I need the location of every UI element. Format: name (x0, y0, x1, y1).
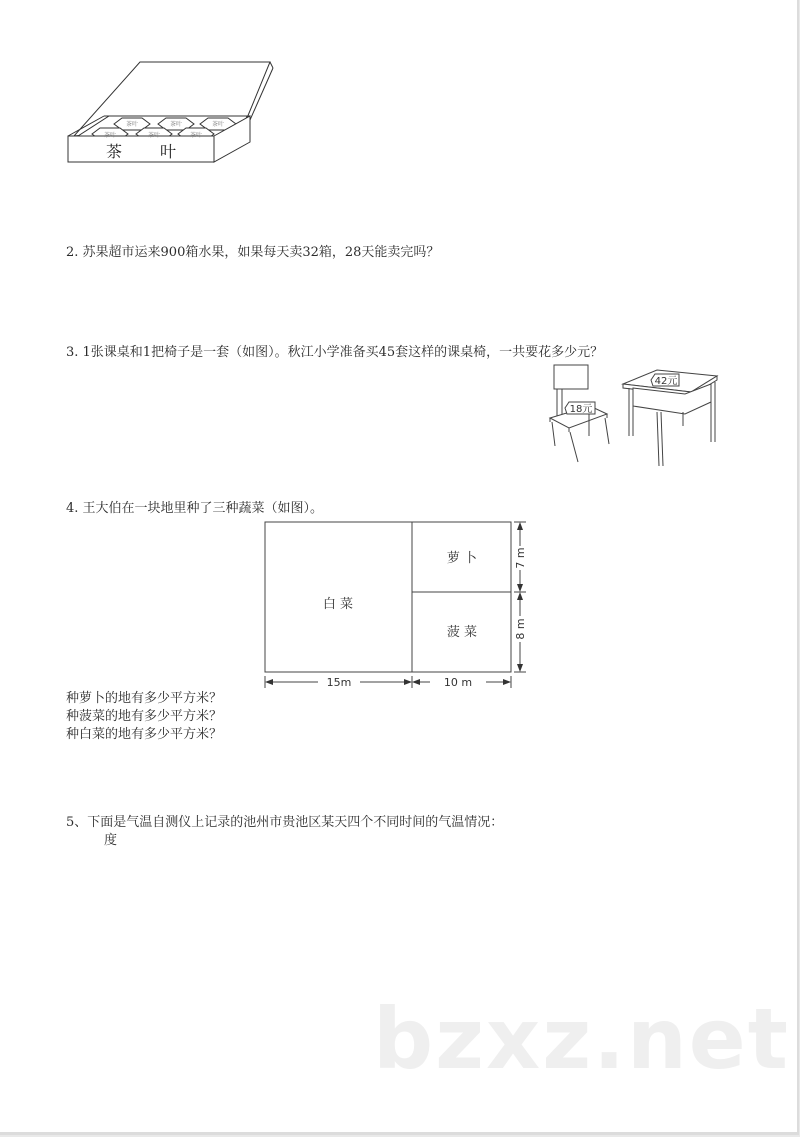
tea-box-illustration (64, 58, 279, 170)
question-4: 4. 王大伯在一块地里种了三种蔬菜（如图）。 (66, 501, 324, 516)
question-2: 2. 苏果超市运来900箱水果，如果每天卖32箱，28天能卖完吗？ (66, 245, 440, 260)
sub-question-spinach: 种菠菜的地有多少平方米？ (66, 709, 223, 724)
dimension-7m: 7 m (514, 547, 527, 569)
svg-text:茶叶: 茶叶 (147, 132, 161, 139)
svg-text:茶叶: 茶叶 (189, 132, 203, 139)
question-3: 3. 1张课桌和1把椅子是一套（如图）。秋江小学准备买45套这样的课桌椅，一共要花多少元？ (66, 345, 604, 360)
vegetable-field-diagram (260, 518, 535, 690)
desk-price-tag: 42元 (654, 376, 678, 387)
region-spinach: 菠 菜 (446, 625, 478, 640)
tea-box-label-left: 茶 (105, 142, 123, 161)
dimension-10m: 10 m (443, 676, 473, 689)
sub-question-cabbage: 种白菜的地有多少平方米？ (66, 727, 223, 742)
region-cabbage: 白 菜 (322, 597, 354, 612)
svg-text:茶叶: 茶叶 (103, 132, 117, 139)
tea-box-label-right: 叶 (159, 142, 177, 161)
sub-question-radish: 种萝卜的地有多少平方米？ (66, 691, 223, 706)
region-radish: 萝 卜 (446, 551, 478, 566)
svg-text:茶叶: 茶叶 (211, 121, 225, 128)
question-5: 5、下面是气温自测仪上记录的池州市贵池区某天四个不同时间的气温情况： (66, 815, 504, 830)
chair-price-tag: 18元 (569, 404, 593, 415)
dimension-8m: 8 m (514, 618, 527, 640)
svg-text:茶叶: 茶叶 (125, 121, 139, 128)
chair-desk-illustration (545, 362, 735, 470)
temperature-unit-label: 度 (104, 833, 118, 848)
dimension-15m: 15m (326, 676, 352, 689)
svg-text:茶叶: 茶叶 (169, 121, 183, 128)
watermark: bzxz.net (373, 990, 790, 1088)
